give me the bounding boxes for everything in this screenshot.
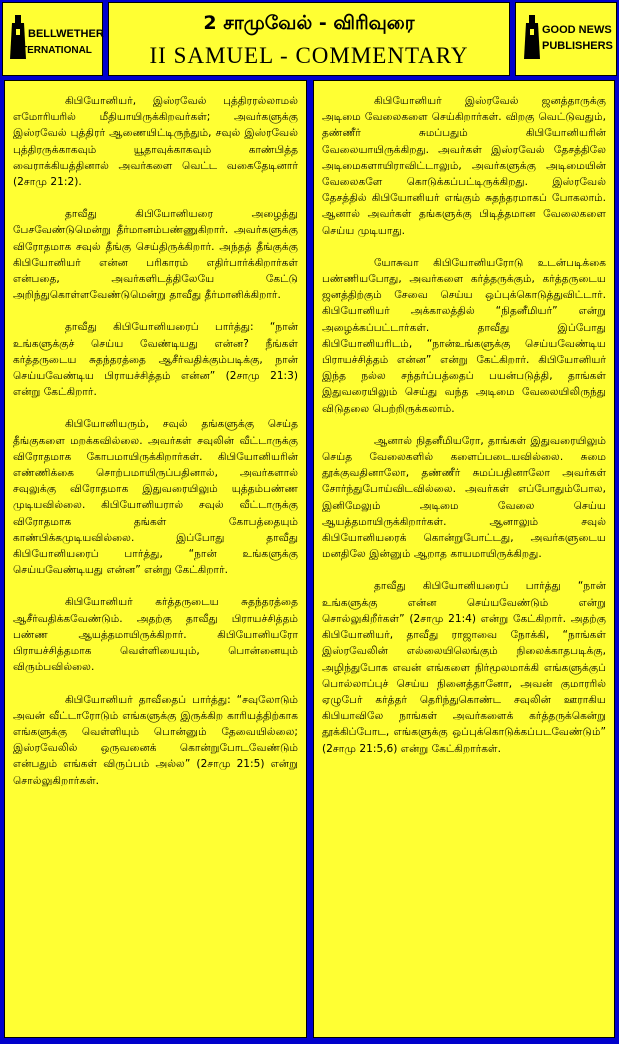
- left-logo-line1: BELLWETHER: [28, 28, 104, 40]
- paragraph: கிபியோனியர் இஸ்ரவேல் ஜனத்தாருக்கு அடிமை வேலைகளை செய்கிறார்கள். விறகு வெட்டுவதும், தண்ணீர் சுமப்பதும் கிபியோனியரின் வேலையாயிருக்கிறது. அவர்கள் இஸ்ரவேல் தேசத்திலே அடிமைகளாயிராவிட்டாலும், அவர்களுக்கு அடிமையின் வேலைகளே கொடுக்கப்பட்டிருக்கிறது. இஸ்ரவேல் தேசத்தில் கிபியோனியர் எங்கும் சுதந்தரமாகப் போகலாம். ஆனால் அவர்கள் தங்களுக்கு பிடித்தமான வேலைகளை செய்ய முடியாது.: [322, 95, 606, 237]
- paragraph: கிபியோனியர் தாவீதைப் பார்த்து: “சவுலோடும் அவன் வீட்டாரோடும் எங்களுக்கு இருக்கிற காரியத்திற்காக எங்களுக்கு வெள்ளியும் பொன்னும் தேவையில்லை; இஸ்ரவேலில் ஒருவனைக் கொன்றுபோடவேண்டும் என்பதும் எங்கள் விருப்பம் அல்ல” (2சாமு 21:5) என்று சொல்லுகிறார்கள்.: [13, 693, 298, 787]
- paragraph: ஆனால் நிதனீமியரோ, தாங்கள் இதுவரையிலும் செய்த வேலைகளில் களைப்படையவில்லை. சுமை தூக்குவதினாலோ, தண்ணீர் சுமப்பதினாலோ அவர்கள் சோர்ந்துபோய்விடவில்லை. அவர்கள் எப்போதும்போல, இனிமேலும் அடிமை வேலை செய்ய ஆயத்தமாயிருக்கிறார்கள். ஆனாலும் சவுல் கிபியோனியரைக் கொன்றுபோட்டது, அவர்களுடைய மனதிலே இன்னும் ஆறாத காயமாயிருக்கிறது.: [322, 434, 606, 561]
- paragraph: தாவீது கிபியோனியரைப் பார்த்து: “நான் உங்களுக்குச் செய்ய வேண்டியது என்ன? நீங்கள் கர்த்தருடைய சுதந்தரத்தை ஆசீர்வதிக்கும்படிக்கு, நான் செய்யவேண்டிய பிராயச்சித்தம் என்ன” (2சாமு 21:3) என்று கேட்கிறார்.: [13, 321, 298, 399]
- title-tamil: 2 சாமுவேல் - விரிவுரை: [203, 12, 415, 34]
- paragraph: தாவீது கிபியோனியரைப் பார்த்து “நான் உங்களுக்கு என்ன செய்யவேண்டும் என்று சொல்லுகிறீர்கள்” (2சாமு 21:4) என்று கேட்கிறார். அதற்கு கிபியோனியர், தாவீது ராஜாவை நோக்கி, “நாங்கள் இஸ்ரவேலின் எல்லையிலெங்கும் நிலைக்காதபடிக்கு, அழிந்துபோக எவன் எங்களை நிர்மூலமாக்கி எங்களுக்குப் பொல்லாப்புச் செய்ய நினைத்தானோ, அவன் குமாரரில் ஏழுபேர் கர்த்தர் தெரிந்துகொண்ட சவுலின் ஊராகிய கிபியாவிலே நாங்கள் அவர்களைக் கர்த்தருக்கென்று தூக்கிப்போட, எங்களுக்கு ஒப்புக்கொடுக்கப்படவேண்டும்” (2சாமு 21:5,6) என்று கேட்கிறார்கள்.: [322, 580, 606, 755]
- right-column: [313, 80, 615, 1038]
- bellwether-logo: [2, 2, 103, 76]
- right-logo-line2: PUBLISHERS: [542, 40, 613, 52]
- right-logo-line1: GOOD NEWS: [542, 24, 612, 36]
- bell-tower-icon: [524, 15, 540, 61]
- title-english: II SAMUEL - COMMENTARY: [149, 43, 469, 68]
- left-column: [4, 80, 307, 1038]
- paragraph: கிபியோனியர், இஸ்ரவேல் புத்திரரல்லாமல் எமோரியரில் மீதியாயிருக்கிறவர்கள்; அவர்களுக்கு இஸ்ரவேல் புத்திரர் ஆணையிட்டிருந்தும், சவுல் இஸ்ரவேல் புத்திரருக்காகவும் யூதாவுக்காகவும் காண்பித்த வைராக்கியத்தினால் அவர்களை வெட்ட வகைதேடினார் (2சாமு 21:2).: [13, 95, 298, 189]
- left-logo-line2: INTERNATIONAL: [11, 45, 92, 56]
- paragraph: கிபியோனியரும், சவுல் தங்களுக்கு செய்த தீங்குகளை மறக்கவில்லை. அவர்கள் சவுலின் வீட்டாருக்கு விரோதமாக கோபமாயிருக்கிறார்கள். கிபியோனியரின் எண்ணிக்கை சொற்பமாயிருப்பதினால், அவர்களால் சவுலுக்கு விரோதமாக இதுவரையிலும் யுத்தம்பண்ண முடியவில்லை. கிபியோனியரால் சவுல் வீட்டாருக்கு விரோதமாக தங்கள் கோபத்தையும் காண்பிக்கமுடியவில்லை. இப்போது தாவீது கிபியோனியரைப் பார்த்து, “நான் உங்களுக்கு செய்யவேண்டியது என்ன” என்று கேட்கிறார்.: [13, 418, 298, 577]
- paragraph: யோசுவா கிபியோனியரோடு உடன்படிக்கை பண்ணியபோது, அவர்களை கர்த்தருக்கும், கர்த்தருடைய ஜனத்திற்கும் சேவை செய்ய ஒப்புக்கொடுத்துவிட்டார். கிபியோனியர் அக்காலத்தில் “நிதனீமியர்” என்று அழைக்கப்பட்டார்கள். தாவீது இப்போது கிபியோனியரிடம், “நான்உங்களுக்கு செய்யவேண்டிய பிராயச்சித்தம் என்ன” என்று கேட்கிறார். கிபியோனியர் இந்த நல்ல சந்தர்ப்பத்தைப் பயன்படுத்தி, தாங்கள் இதுவரையிலும் செய்து வந்த அடிமை வேலையிலிருந்து விடுதலை பெற்றிருக்கலாம்.: [322, 256, 606, 415]
- paragraph: கிபியோனியர் கர்த்தருடைய சுதந்தரத்தை ஆசீர்வதிக்கவேண்டும். அதற்கு தாவீது பிராயச்சித்தம் பண்ண ஆயத்தமாயிருக்கிறார். கிபியோனியரோ பிராயச்சித்தமாக வெள்ளியையும், பொன்னையும் விரும்பவில்லை.: [13, 596, 298, 674]
- title-box: [108, 2, 510, 76]
- paragraph: தாவீது கிபியோனியரை அழைத்து பேசவேண்டுமென்று தீர்மானம்பண்ணுகிறார். அவர்களுக்கு விரோதமாக சவுல் தீங்கு செய்திருக்கிறார். அந்தத் தீங்குக்கு கிபியோனியர் என்ன பரிகாரம் எதிர்பார்க்கிறார்கள் என்பதை, அவர்களிடத்திலேயே கேட்டு அறிந்துகொள்ளவேண்டுமென்று தாவீது தீர்மானிக்கிறார்.: [13, 208, 298, 302]
- good-news-logo: [515, 2, 617, 76]
